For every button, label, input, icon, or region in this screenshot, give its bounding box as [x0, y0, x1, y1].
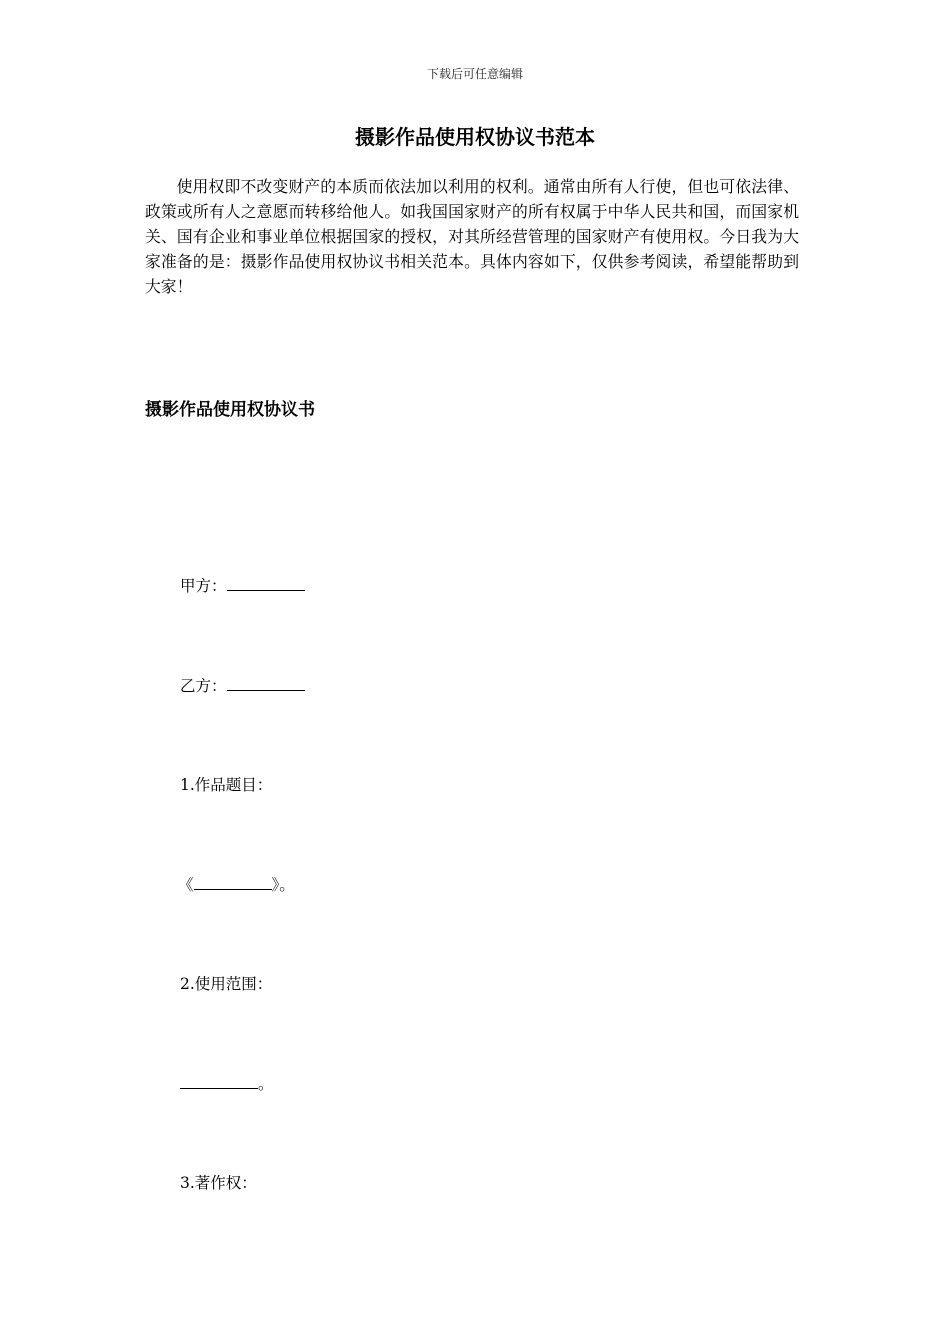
party-a-blank[interactable]	[227, 574, 305, 591]
section-title: 摄影作品使用权协议书	[145, 400, 315, 420]
party-b-blank[interactable]	[227, 674, 305, 691]
item1-title-line	[178, 873, 295, 897]
item3-heading: 3.著作权：	[180, 1174, 257, 1192]
item1-open-bracket: 《	[178, 876, 194, 894]
header-note: 下载后可任意编辑	[426, 67, 523, 81]
party-b-line	[180, 674, 305, 698]
item1-close-bracket: 》。	[271, 876, 295, 894]
item1-heading: 1.作品题目：	[180, 776, 273, 794]
party-a-line	[180, 574, 305, 598]
party-b-label: 乙方：	[180, 677, 227, 695]
item2-scope-line	[180, 1072, 274, 1096]
item2-period: 。	[258, 1075, 274, 1093]
work-title-blank[interactable]	[194, 873, 272, 890]
usage-scope-blank[interactable]	[180, 1072, 258, 1089]
party-a-label: 甲方：	[180, 577, 227, 595]
item2-heading: 2.使用范围：	[180, 975, 273, 993]
intro-paragraph: 使用权即不改变财产的本质而依法加以利用的权利。通常由所有人行使，但也可依法律、政策或所有人之意愿而转移给他人。如我国国家财产的所有权属于中华人民共和国，而国家机关、国有企业和事业单位根据国家的授权，对其所经营管理的国家财产有使用权。今日我为大家准备的是：摄影作品使用权协议书相关范本。具体内容如下，仅供参考阅读，希望能帮助到大家！	[145, 177, 799, 296]
document-title: 摄影作品使用权协议书范本	[355, 125, 595, 149]
